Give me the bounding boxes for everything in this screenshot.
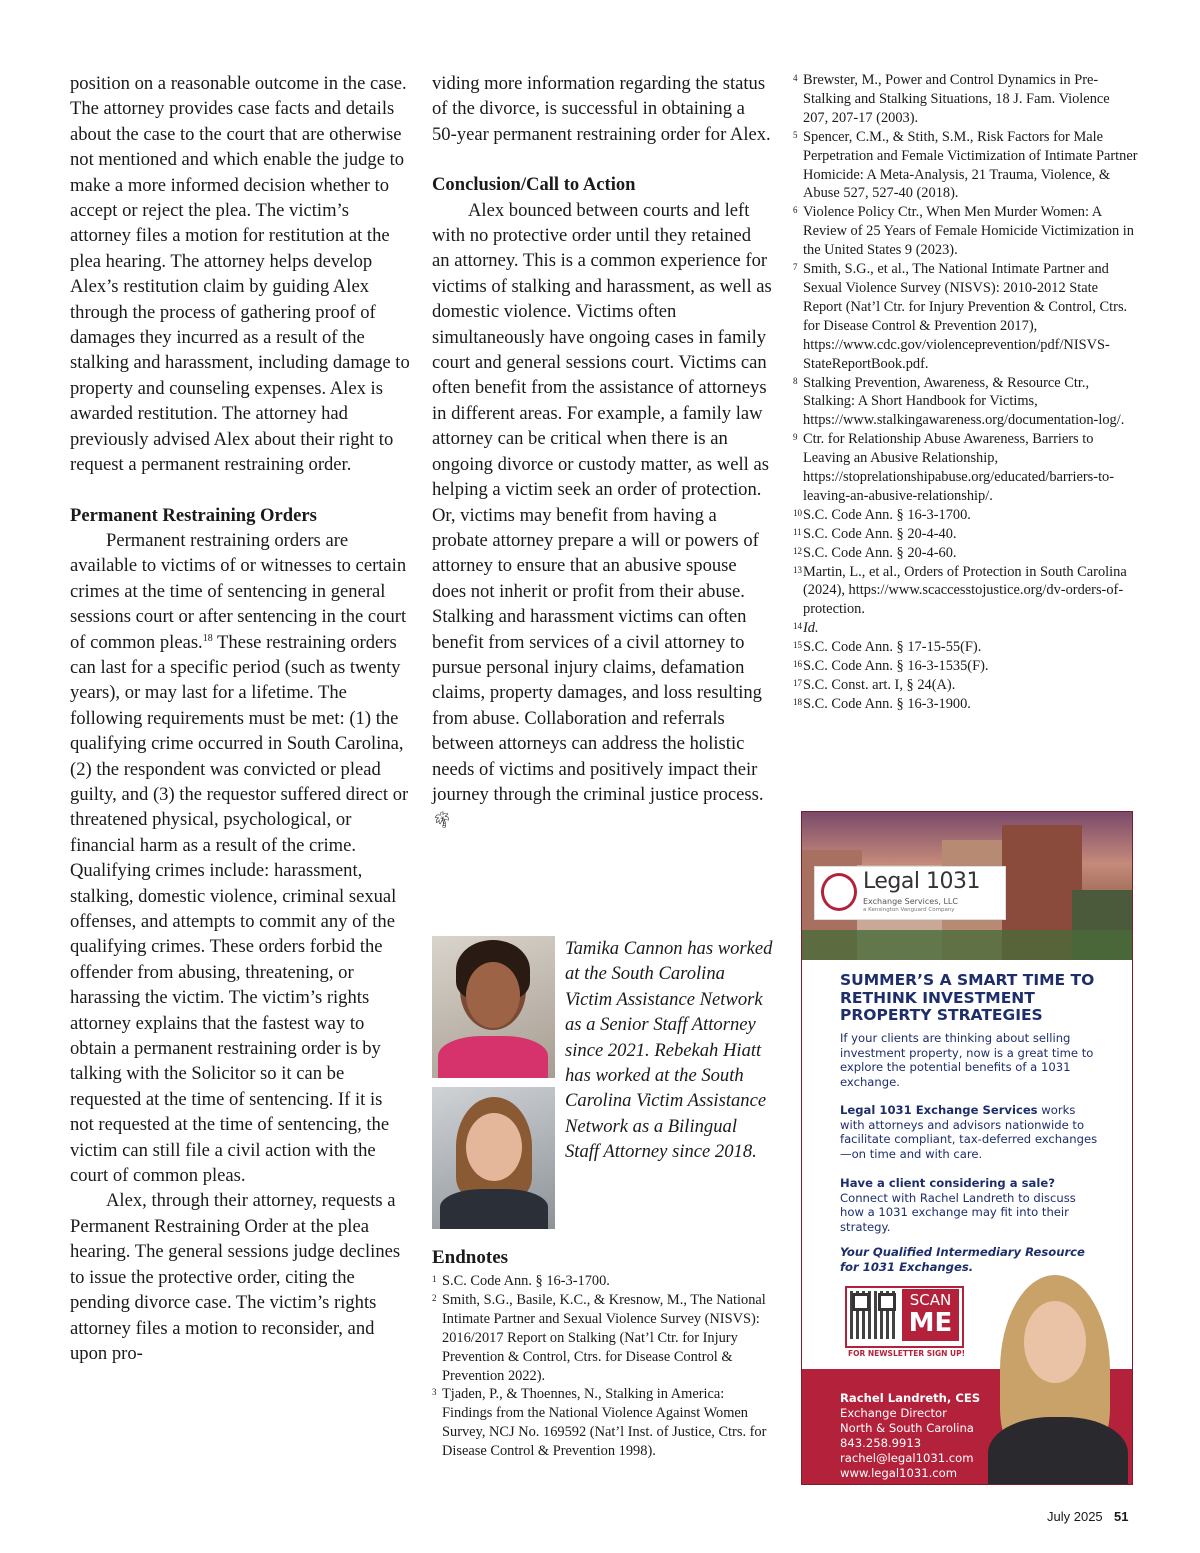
paragraph-text: Alex bounced between courts and left with no protective order until they retained an attorney. This is a common experience for victims of stalking and harassment, as well as domestic violence. Victims often simultaneously have ongoing cases in family court and general sessions court. Victims can often benefit from the assistance of attorneys in different areas. For example, a family law attorney can be critical when there is an ongoing divorce or custody matter, as well as helping a victim seek an order of protection. Or, victims may benefit from having a probate attorney prepare a will or powers of attorney to ensure that an abusive spouse does not inherit or profit from their abuse. Stalking and harassment victims can often benefit from services of a civil attorney to pursue personal injury claims, defamation claims, property damages, and loss resulting from abuse. Collaboration and referrals between attorneys can address the holistic needs of victims and positively impact their journey through the criminal justice process. (432, 199, 772, 805)
contact-phone[interactable]: 843.258.9913 (840, 1436, 922, 1450)
endnote-number: 3 (432, 1387, 437, 1398)
endnotes-list-left (432, 1272, 772, 1461)
page-number: 51 (1114, 1509, 1129, 1524)
paragraph (432, 198, 772, 834)
logo-mark-icon (821, 873, 857, 911)
endnote-number: 4 (793, 73, 798, 83)
endnote-item (793, 563, 1138, 620)
legal1031-logo (814, 866, 1006, 920)
scan-word: SCAN (909, 1291, 952, 1309)
endnote-text: Brewster, M., Power and Control Dynamics in Pre-Stalking and Stalking Situations, 18 J. Fam. Violence 207, 207-17 (2003). (803, 72, 1110, 126)
endnote-number: 8 (793, 375, 798, 386)
paragraph-text: These restraining orders can last for a specific period (such as twenty years), or may last for a lifetime. The following requirements must be met: (1) the qualifying crime occurred in South Carolina, (2) the respondent was convicted or plead guilty, and (3) the requestor suffered direct or threatened physical, psychological, or financial harm as a result of the crime. Qualifying crimes include: harassment, stalking, domestic violence, criminal sexual offenses, and attempts to commit any of the qualifying crimes. These orders forbid the offender from abusing, threatening, or harassing the victim. The victim’s rights attorney explains that the fastest way to obtain a permanent restraining order is by talking with the Solicitor so it can be requested at the time of sentencing. If it is not requested at the time of sentencing, the victim can still file a civil action with the court of common pleas. (70, 631, 409, 1187)
contact-website[interactable]: www.legal1031.com (840, 1466, 958, 1480)
ad-paragraph (840, 1176, 1100, 1234)
endnote-item (793, 128, 1138, 204)
endnote-number: 12 (793, 545, 802, 556)
endnote-text: S.C. Const. art. I, § 24(A). (803, 677, 956, 693)
endnote-text: Spencer, C.M., & Stith, S.M., Risk Factors for Male Perpetration and Female Victimization of Intimate Partner Homicide: A Meta-Analysis, 21 Trauma, Violence, & Abuse 527, 527-40 (2018). (803, 128, 1138, 202)
contact-email[interactable]: rachel@legal1031.com (840, 1451, 974, 1465)
ad-paragraph: If your clients are thinking about selling investment property, now is a great time to explore the potential benefits of a 1031 exchange. (840, 1031, 1094, 1089)
qr-code-icon[interactable] (850, 1291, 898, 1339)
palmetto-end-icon: 🌴︎ (432, 812, 453, 830)
logo-name: Legal 1031 (863, 869, 980, 894)
endnote-item (793, 260, 1138, 373)
endnote-number: 5 (793, 129, 798, 140)
endnote-item (793, 374, 1138, 431)
logo-tagline: a Kensington Vanguard Company (863, 907, 955, 913)
endnote-item (432, 1272, 772, 1291)
endnote-item (432, 1385, 772, 1461)
paragraph-text: Permanent restraining orders are available to victims of or witnesses to certain crimes at the time of sentencing in general sessions court or after sentencing in the court of common pleas. (70, 529, 407, 653)
endnote-text: S.C. Code Ann. § 20-4-60. (803, 544, 957, 561)
endnote-number: 11 (793, 526, 802, 537)
paragraph: position on a reasonable outcome in the case. The attorney provides case facts and details about the case to the court that are otherwise not mentioned and which enable the judge to make a more informed decision whether to accept or reject the plea. The victim’s attorney files a motion for restitution at the plea hearing. The attorney helps develop Alex’s restitution claim by guiding Alex through the process of gathering proof of damages they incurred as a result of the stalking and harassment, including damage to property and counseling expenses. Alex is awarded restitution. The attorney had previously advised Alex about their right to request a permanent restraining order. (70, 73, 410, 476)
section-heading: Permanent Restraining Orders (70, 504, 317, 526)
endnote-number: 13 (793, 564, 802, 575)
bio-text: Tamika Cannon has worked at the South Carolina Victim Assistance Network as a Senior Staff Attorney since 2021. Rebekah Hiatt has worked at the South Carolina Victim Assistance Network as a Bilingual Staff Attorney since 2018. (565, 938, 773, 1163)
newsletter-signup: FOR NEWSLETTER SIGN UP! (848, 1349, 966, 1358)
endnote-item (793, 506, 1138, 525)
contact-title: Exchange Director (840, 1406, 947, 1420)
endnote-text: Violence Policy Ctr., When Men Murder Women: A Review of 25 Years of Female Homicide Victimization in the United States 9 (2023). (803, 204, 1134, 259)
endnote-item (793, 619, 1138, 638)
endnote-text: Tjaden, P., & Thoennes, N., Stalking in America: Findings from the National Violence Against Women Survey, NCJ No. 169592 (Nat’l Inst. of Justice, Ctrs. for Disease Control & Prevention 1998). (442, 1386, 767, 1460)
ad-tagline: Your Qualified Intermediary Resource for 1031 Exchanges. (840, 1245, 1085, 1274)
endnote-item (432, 1291, 772, 1386)
endnote-number: 14 (793, 621, 802, 632)
endnote-item (793, 676, 1138, 695)
endnote-item (793, 525, 1138, 544)
contact-region: North & South Carolina (840, 1421, 974, 1435)
scan-me-label (902, 1289, 959, 1341)
ad-text: Connect with Rachel Landreth to discuss how a 1031 exchange may fit into their strategy. (840, 1190, 1076, 1234)
endnote-number: 18 (793, 696, 802, 707)
endnote-text: S.C. Code Ann. § 16-3-1535(F). (803, 658, 989, 675)
endnote-text: S.C. Code Ann. § 20-4-40. (803, 525, 957, 542)
endnote-text: Stalking Prevention, Awareness, & Resource Ctr., Stalking: A Short Handbook for Victims, https://www.stalkingawareness.org/documentation-log/. (803, 374, 1125, 429)
endnote-text: S.C. Code Ann. § 17-15-55(F). (803, 639, 982, 656)
paragraph (70, 528, 410, 1189)
qr-scan-box[interactable] (845, 1286, 964, 1348)
ad-person-photo (978, 1267, 1132, 1484)
ad-text: works with attorneys and advisors nationwide to facilitate compliant, tax-deferred exchanges—on time and with care. (840, 1103, 1098, 1161)
endnotes-heading: Endnotes (432, 1247, 509, 1268)
endnote-item (793, 544, 1138, 563)
endnote-item (793, 71, 1138, 128)
contact-name: Rachel Landreth, CES (840, 1391, 981, 1405)
endnote-item (793, 695, 1138, 714)
endnote-text: S.C. Code Ann. § 16-3-1700. (442, 1273, 610, 1289)
article-column-1 (70, 71, 410, 1366)
ad-paragraph (840, 1103, 1100, 1161)
endnote-text: Smith, S.G., Basile, K.C., & Kresnow, M., The National Intimate Partner and Sexual Violence Survey (NISVS): 2016/2017 Report on Stalking (Nat’l Ctr. for Injury Prevention & Control, Ctrs. for Disease Control & Prevention 2022). (442, 1291, 766, 1384)
endnote-number: 10 (793, 507, 802, 518)
advertisement[interactable] (801, 811, 1133, 1485)
endnote-number: 6 (793, 205, 798, 216)
endnote-item (793, 638, 1138, 657)
endnote-ref[interactable]: 18 (202, 632, 213, 644)
author-photo-tamika (432, 936, 555, 1078)
endnote-item (793, 657, 1138, 676)
endnote-number: 7 (793, 262, 798, 273)
paragraph: viding more information regarding the status of the divorce, is successful in obtaining a 50-year permanent restraining order for Alex. (432, 73, 771, 145)
endnote-text: S.C. Code Ann. § 16-3-1700. (803, 506, 971, 523)
endnote-number: 15 (793, 640, 802, 651)
article-column-2 (432, 71, 772, 834)
ad-bold-text: Legal 1031 Exchange Services (840, 1103, 1038, 1117)
endnote-item (793, 203, 1138, 260)
endnote-number: 9 (793, 432, 798, 443)
endnote-text: Smith, S.G., et al., The National Intimate Partner and Sexual Violence Survey (NISVS): 2010-2012 State Report (Nat’l Ctr. for Injury Prevention & Control, Ctrs. for Disease Control & Prevention 2017), https://www.cdc.gov/violenceprevention/pdf/NISVS-StateReportBook.pdf. (803, 261, 1128, 372)
endnote-item (793, 430, 1138, 506)
endnote-text: Martin, L., et al., Orders of Protection in South Carolina (2024), https://www.scaccesstojustice.org/dv-orders-of-protection. (803, 563, 1127, 618)
author-photo-rebekah (432, 1087, 555, 1229)
ad-headline: SUMMER’S A SMART TIME TO RETHINK INVESTMENT PROPERTY STRATEGIES (840, 971, 1095, 1024)
endnotes-list-right (793, 71, 1138, 714)
endnote-text: Ctr. for Relationship Abuse Awareness, Barriers to Leaving an Abusive Relationship, https://stoprelationshipabuse.org/educated/barriers-to-leaving-an-abusive-relationship/. (803, 431, 1115, 504)
footer-date: July 2025 (1047, 1509, 1103, 1524)
section-heading: Conclusion/Call to Action (432, 174, 636, 196)
paragraph: Alex, through their attorney, requests a Permanent Restraining Order at the plea hearing. The general sessions judge declines to issue the protective order, citing the pending divorce case. The victim’s rights attorney files a motion to reconsider, and upon pro- (70, 1190, 401, 1364)
ad-bold-text: Have a client considering a sale? (840, 1176, 1055, 1190)
endnote-number: 16 (793, 659, 802, 670)
endnote-number: 2 (432, 1292, 437, 1303)
endnote-number: 17 (793, 678, 802, 688)
endnote-text: Id. (803, 620, 819, 637)
endnote-text: S.C. Code Ann. § 16-3-1900. (803, 695, 971, 712)
logo-subtitle: Exchange Services, LLC (863, 897, 958, 906)
endnote-number: 1 (432, 1274, 437, 1284)
author-bio (432, 936, 772, 1231)
me-word: ME (908, 1308, 953, 1338)
